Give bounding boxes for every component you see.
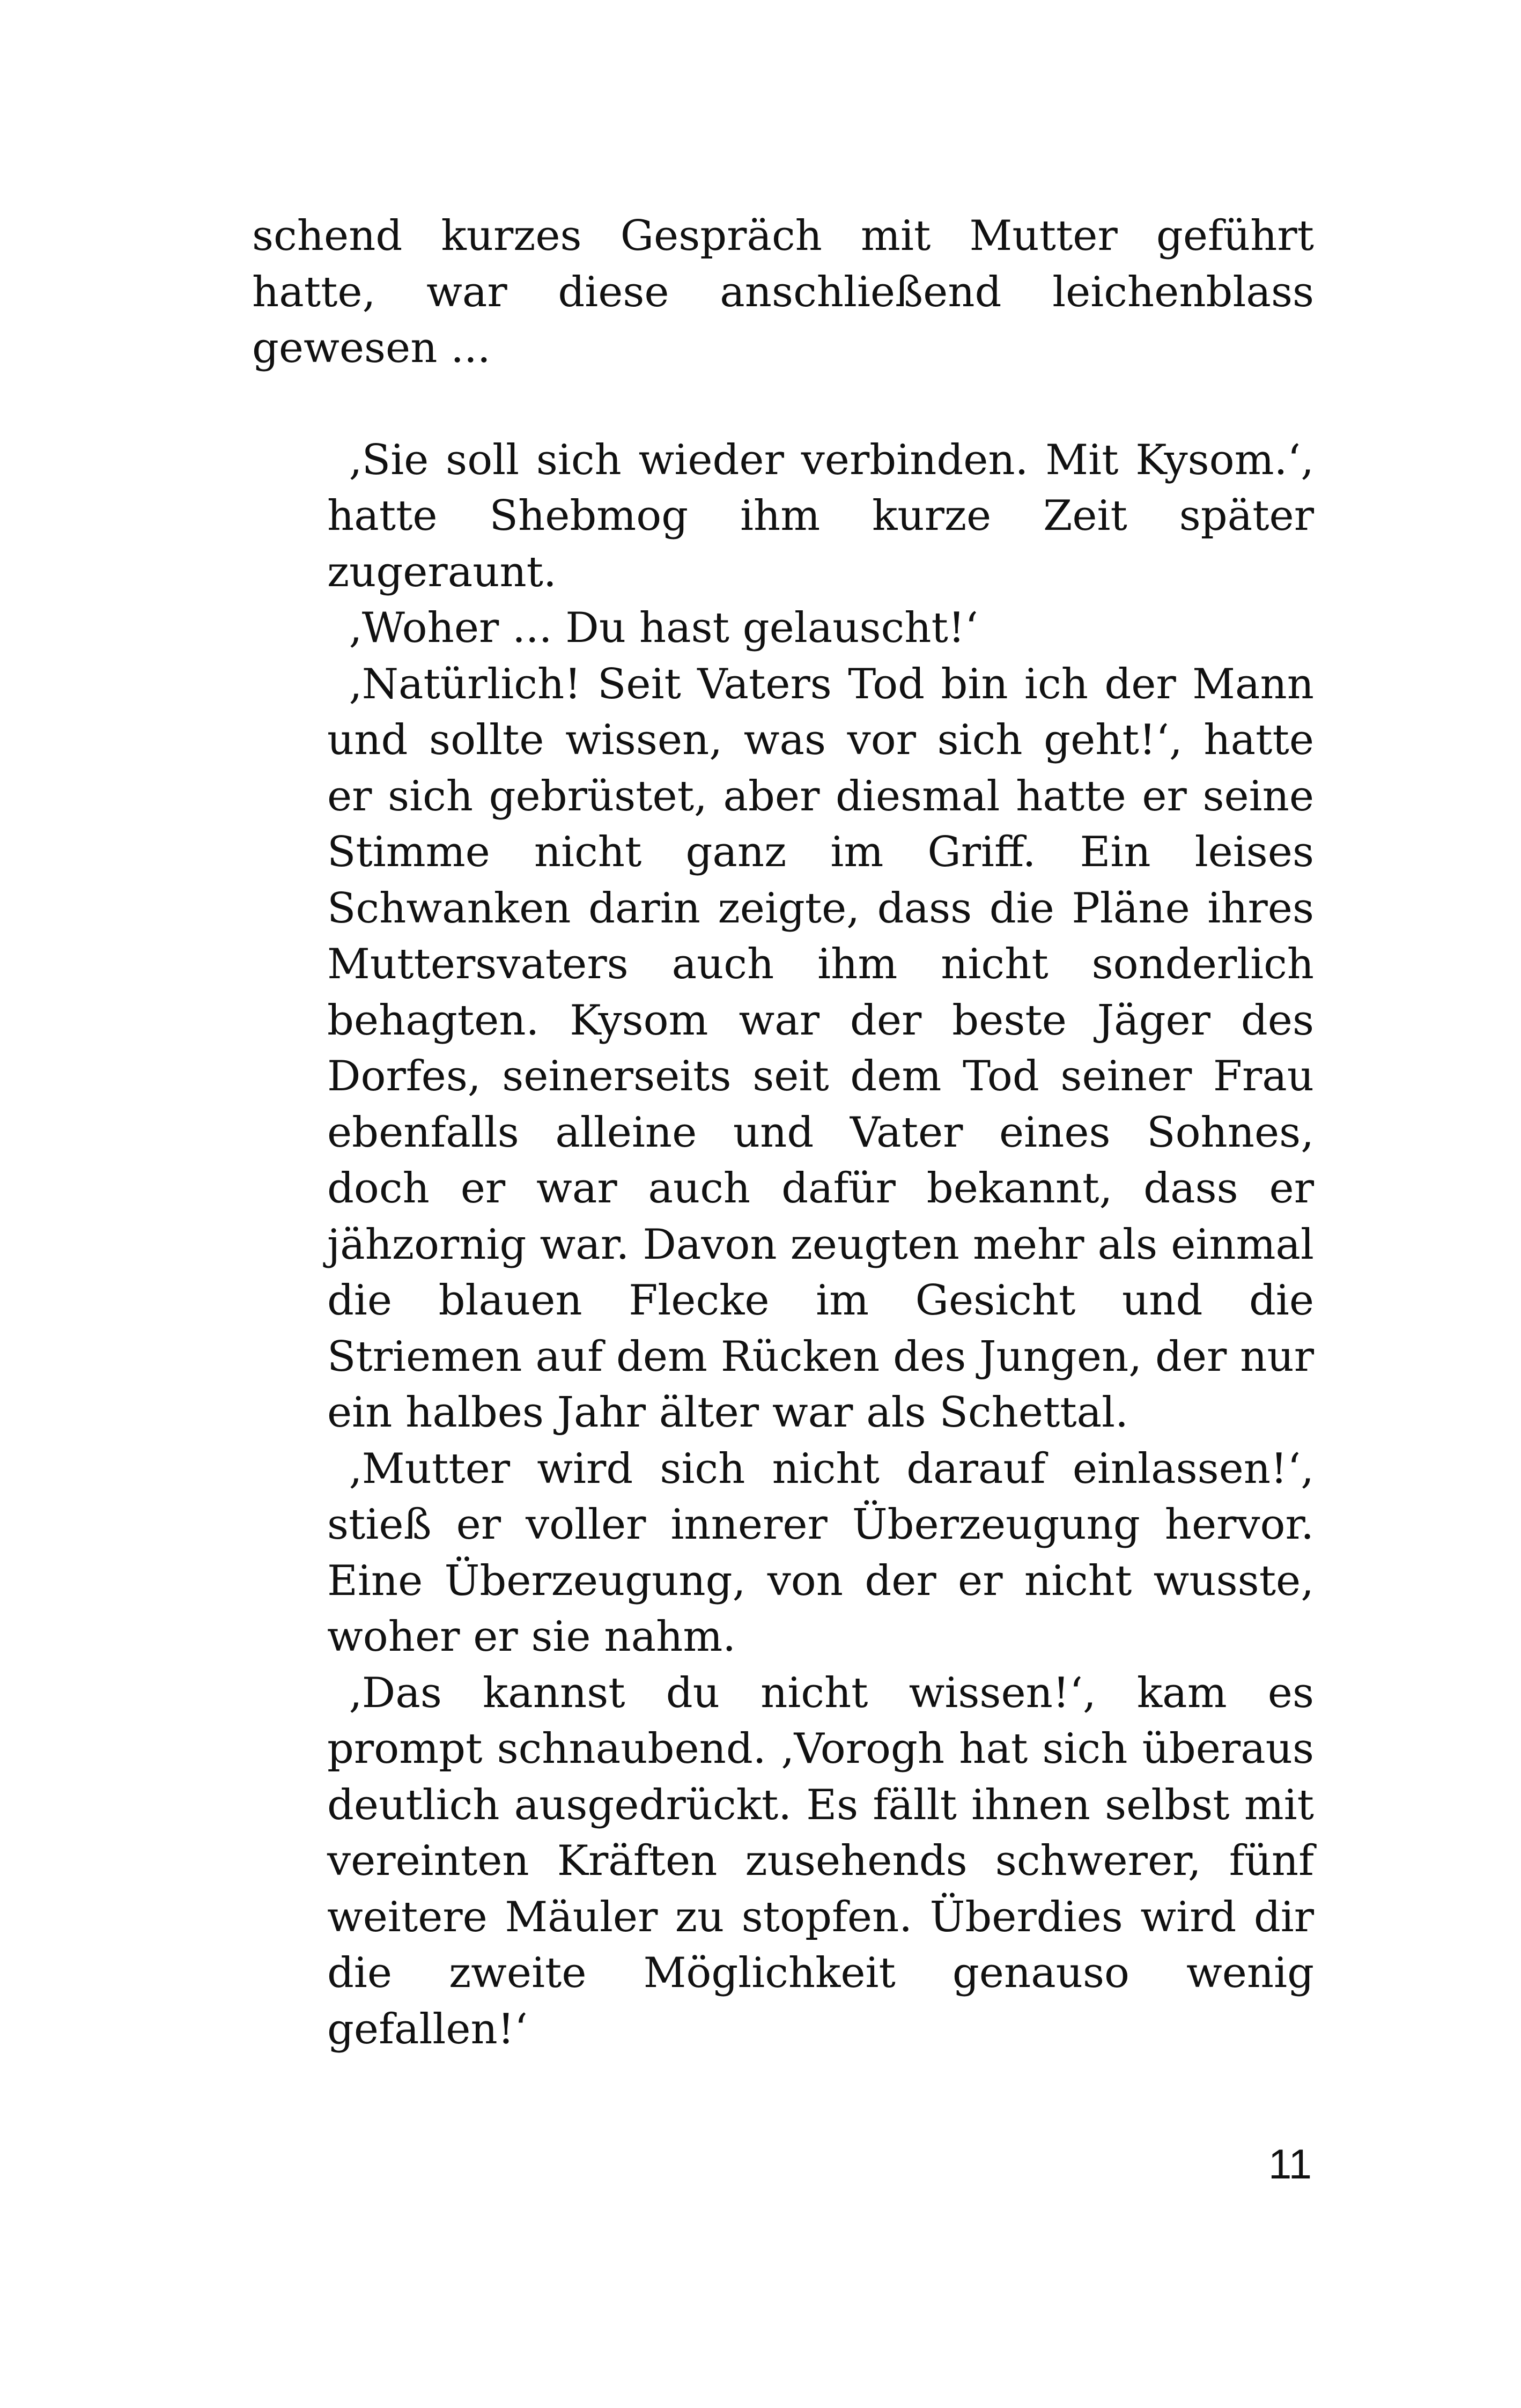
continued-paragraph: schend kurzes Gespräch mit Mutter geführt hatte, war diese anschließend leichenblass gewesen ...: [252, 212, 1314, 372]
paragraph-2: ‚Woher ... Du hast gelauscht!‘: [349, 604, 978, 652]
body-text: [252, 208, 1314, 2057]
paragraph-1: ‚Sie soll sich wieder verbinden. Mit Kysom.‘, hatte Shebmog ihm kurze Zeit später zugeraunt.: [327, 435, 1314, 596]
paragraph-gap: [252, 376, 1314, 432]
page-number: 11: [1268, 2140, 1312, 2188]
paragraph-4: ‚Mutter wird sich nicht darauf einlassen!‘, stieß er voller innerer Überzeugung hervor. Eine Überzeugung, von der er nicht wusste, woher er sie nahm.: [327, 1444, 1314, 1661]
paragraph-5: ‚Das kannst du nicht wissen!‘, kam es prompt schnaubend. ‚Vorogh hat sich überaus deutlich ausgedrückt. Es fällt ihnen selbst mit vereinten Kräften zusehends schwerer, fünf weitere Mäuler zu stopfen. Überdies wird dir die zweite Möglichkeit genauso wenig gefallen!‘: [327, 1668, 1314, 2054]
paragraph-3: ‚Natürlich! Seit Vaters Tod bin ich der Mann und sollte wissen, was vor sich geht!‘, hatte er sich gebrüstet, aber diesmal hatte er seine Stimme nicht ganz im Griff. Ein leises Schwanken darin zeigte, dass die Pläne ihres Muttersvaters auch ihm nicht sonderlich behagten. Kysom war der beste Jäger des Dorfes, seinerseits seit dem Tod seiner Frau ebenfalls alleine und Vater eines Sohnes, doch er war auch dafür bekannt, dass er jähzornig war. Davon zeugten mehr als einmal die blauen Flecke im Gesicht und die Striemen auf dem Rücken des Jungen, der nur ein halbes Jahr älter war als Schettal.: [327, 660, 1314, 1437]
